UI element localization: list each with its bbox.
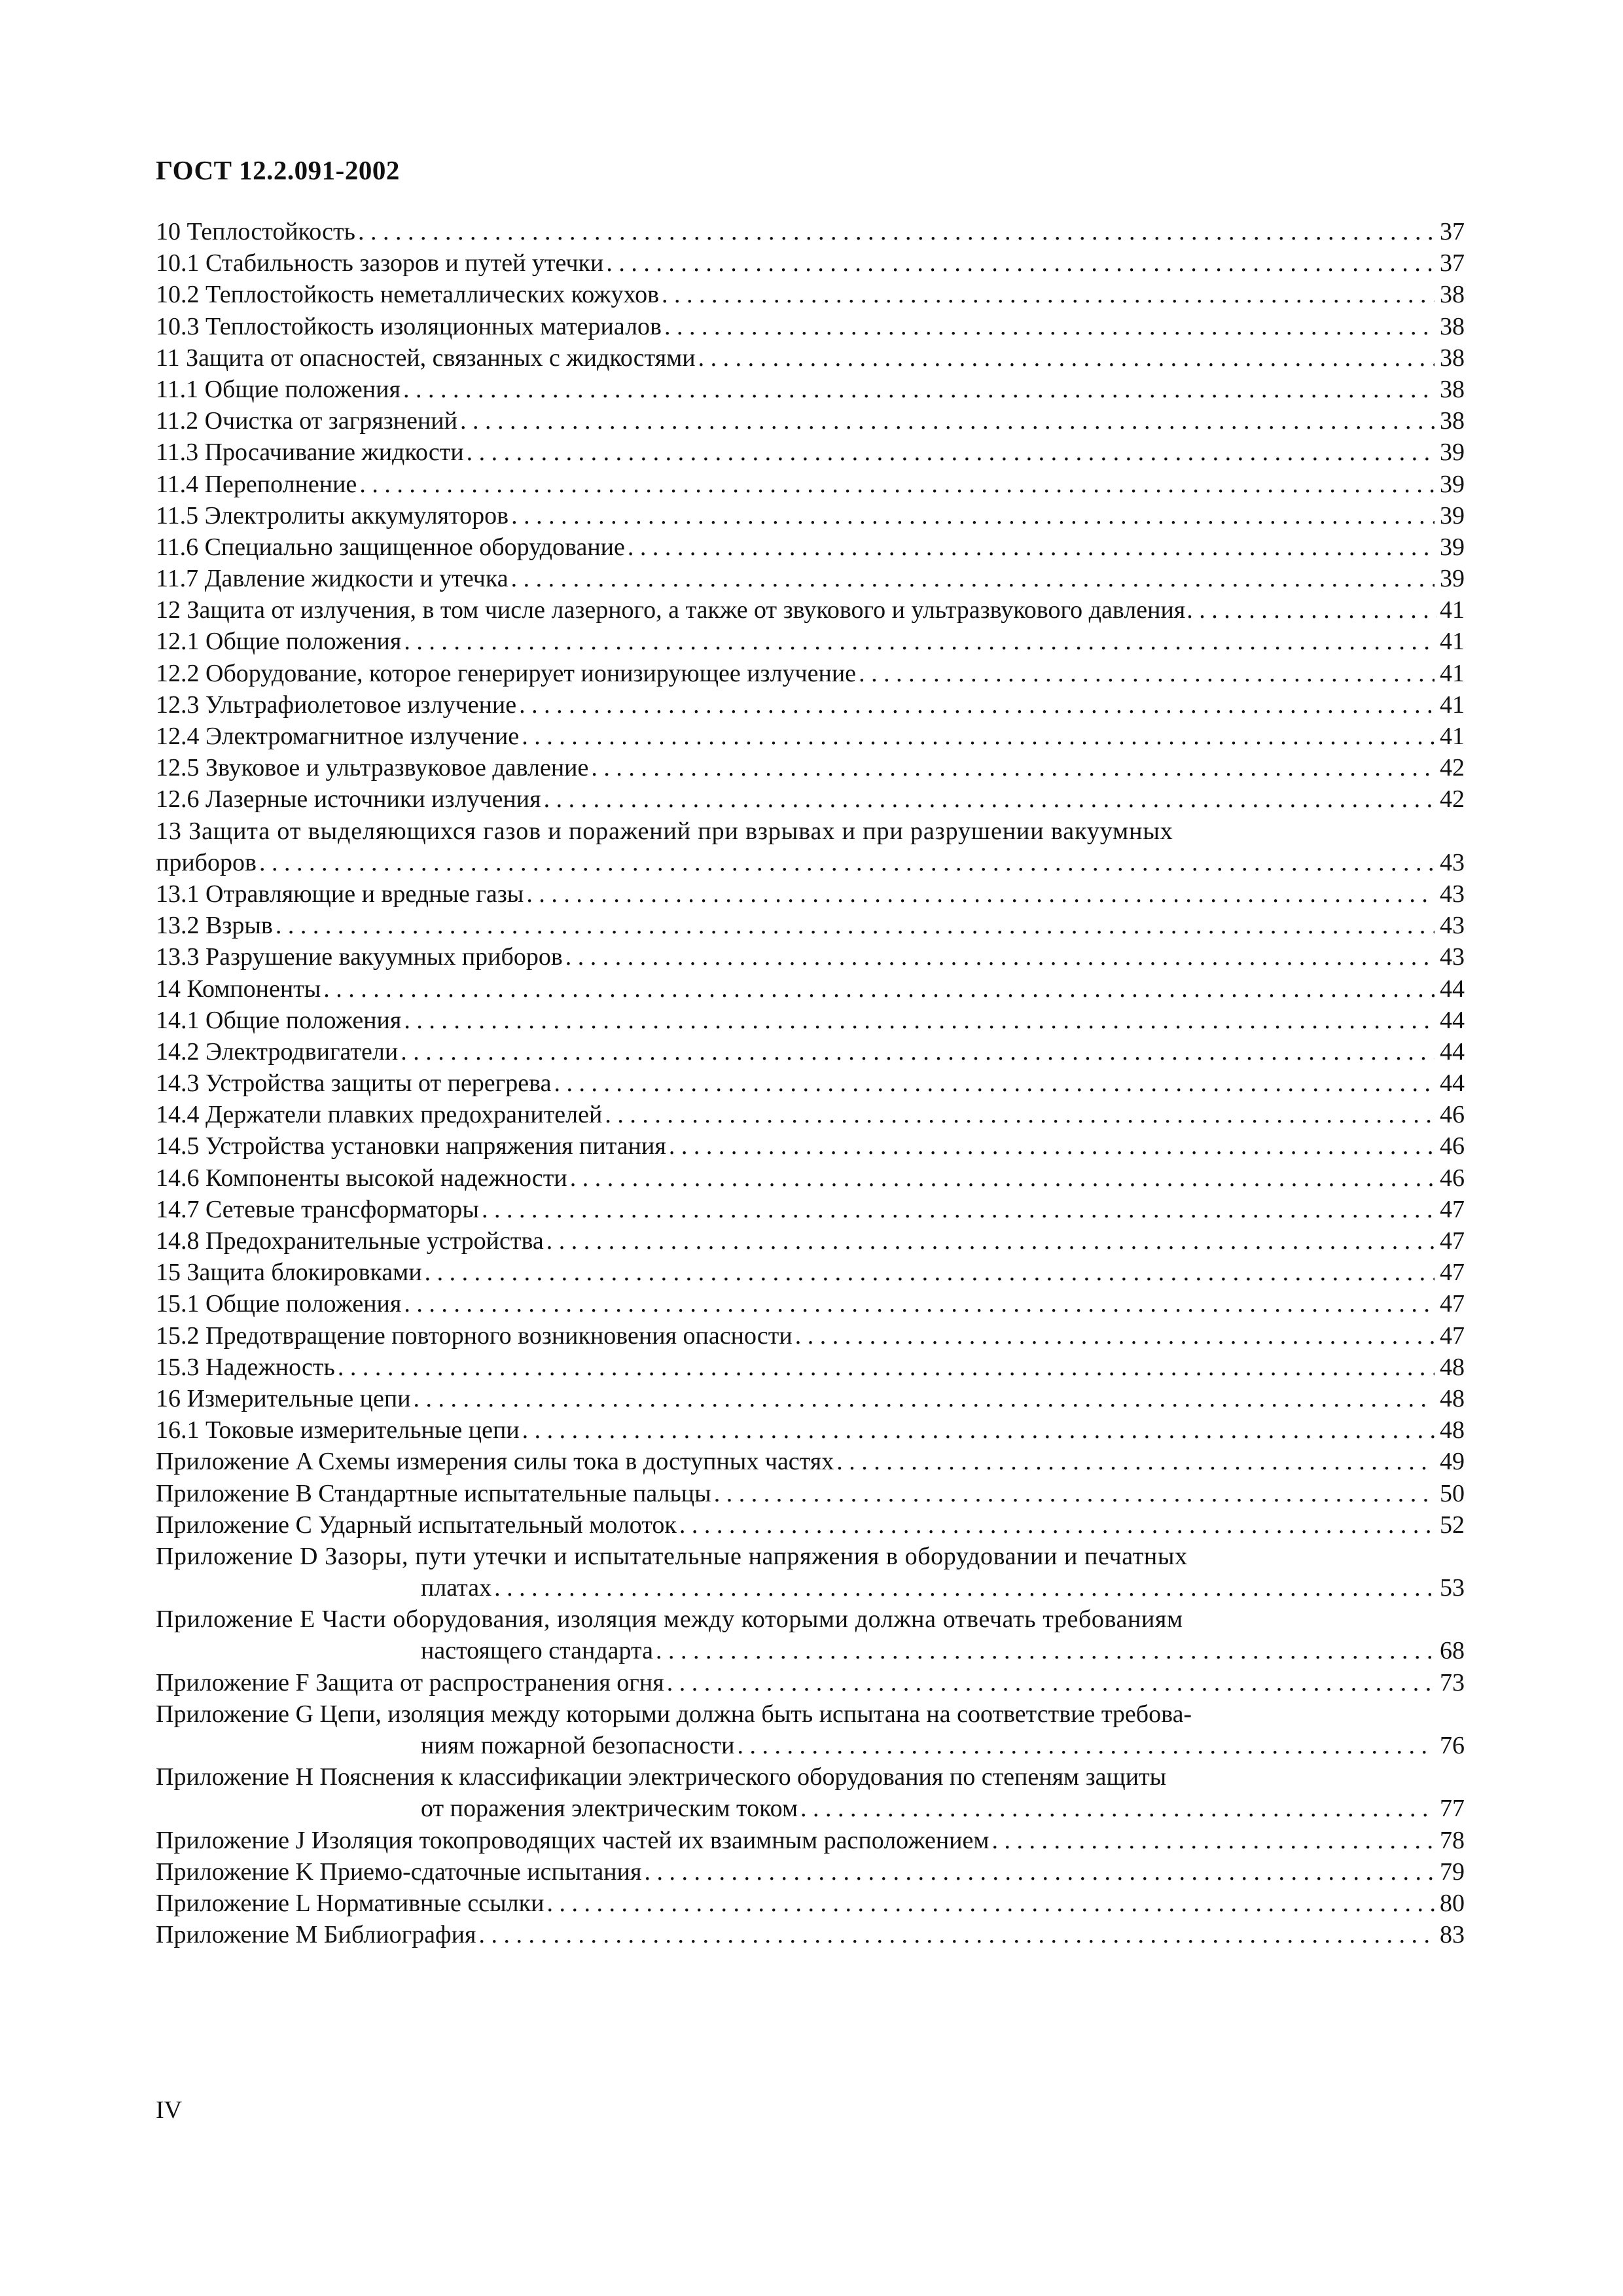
toc-entry-title: Приложение A Схемы измерения силы тока в доступных частях	[156, 1448, 834, 1476]
toc-entry-title: 15.2 Предотвращение повторного возникновения опасности	[156, 1321, 793, 1350]
toc-entry-title: 11.4 Переполнение	[156, 470, 357, 498]
dot-leader	[338, 1352, 1435, 1383]
toc-entry-title-line2: от поражения электрическим током	[421, 1795, 798, 1823]
toc-entry-page: 68	[1440, 1637, 1465, 1665]
page-number: IV	[156, 2096, 183, 2124]
toc-entry-page: 48	[1440, 1416, 1465, 1444]
toc-entry-title: 12.4 Электромагнитное излучение	[156, 723, 520, 750]
toc-entry-page: 41	[1440, 723, 1465, 750]
toc-entry-page: 41	[1440, 659, 1465, 687]
toc-entry-title: Приложение B Стандартные испытательные пальцы	[156, 1479, 711, 1507]
toc-entry-page: 44	[1440, 975, 1465, 1003]
toc-entry-page: 44	[1440, 1069, 1465, 1098]
dot-leader	[664, 311, 1435, 342]
toc-entry[interactable]	[156, 1225, 1465, 1257]
toc-entry[interactable]	[156, 1130, 1465, 1162]
toc-entry-title: 14.3 Устройства защиты от перегрева	[156, 1069, 552, 1098]
toc-entry-page: 49	[1440, 1448, 1465, 1476]
toc-entry-page: 41	[1440, 691, 1465, 719]
toc-entry-page: 46	[1440, 1132, 1465, 1160]
dot-leader	[526, 878, 1435, 910]
toc-entry-page: 37	[1440, 249, 1465, 278]
toc-entry-page: 53	[1440, 1574, 1465, 1602]
toc-entry-page: 76	[1440, 1732, 1465, 1759]
toc-entry-page: 37	[1440, 218, 1465, 245]
dot-leader	[522, 1414, 1435, 1446]
toc-entry-title: Приложение M Библиография	[156, 1921, 476, 1949]
toc-entry[interactable]	[156, 721, 1465, 752]
dot-leader	[836, 1446, 1435, 1477]
toc-entry[interactable]	[156, 878, 1465, 910]
toc-entry-title: 11.1 Общие положения	[156, 375, 401, 403]
toc-entry[interactable]	[156, 973, 1465, 1005]
toc-entry-title: 11.2 Очистка от загрязнений	[156, 407, 457, 435]
dot-leader	[276, 910, 1435, 941]
toc-entry-page: 41	[1440, 628, 1465, 656]
toc-entry[interactable]	[156, 752, 1465, 783]
dot-leader	[606, 247, 1435, 279]
dot-leader	[795, 1320, 1435, 1352]
toc-entry[interactable]	[156, 689, 1465, 721]
dot-leader	[570, 1162, 1435, 1194]
toc-entry-page: 41	[1440, 596, 1465, 624]
toc-entry[interactable]	[156, 405, 1465, 437]
dot-leader	[401, 1036, 1435, 1067]
toc-entry-page: 39	[1440, 470, 1465, 498]
dot-leader	[414, 1383, 1435, 1414]
dot-leader	[544, 783, 1435, 815]
toc-entry-title-line2: ниям пожарной безопасности	[421, 1732, 735, 1759]
toc-entry[interactable]	[156, 594, 1465, 626]
toc-entry-title: 14.1 Общие положения	[156, 1006, 402, 1034]
toc-entry-title: 12.2 Оборудование, которое генерирует ионизирующее излучение	[156, 659, 857, 687]
toc-entry-page: 83	[1440, 1921, 1465, 1949]
toc-entry-page: 77	[1440, 1795, 1465, 1823]
toc-entry-title: 12.5 Звуковое и ультразвуковое давление	[156, 754, 589, 782]
dot-leader	[359, 469, 1435, 500]
dot-leader	[494, 1572, 1435, 1604]
toc-entry-title: 12 Защита от излучения, в том числе лазерного, а также от звукового и ультразвукового давления	[156, 596, 1186, 624]
toc-entry[interactable]	[156, 1825, 1465, 1856]
toc-entry-page: 43	[1440, 943, 1465, 971]
toc-entry-page: 79	[1440, 1857, 1465, 1886]
toc-entry[interactable]	[156, 626, 1465, 657]
dot-leader	[565, 941, 1435, 973]
dot-leader	[591, 752, 1435, 783]
toc-entry[interactable]	[156, 1099, 1465, 1130]
toc-entry-page: 38	[1440, 375, 1465, 403]
toc-entry[interactable]	[156, 1036, 1465, 1067]
toc-entry-title: 13.3 Разрушение вакуумных приборов	[156, 943, 563, 971]
toc-entry-page: 39	[1440, 439, 1465, 467]
toc-entry-title: 12.6 Лазерные источники излучения	[156, 785, 541, 814]
toc-entry-title: 11 Защита от опасностей, связанных с жидкостями	[156, 344, 696, 372]
toc-entry-title-line2: настоящего стандарта	[421, 1637, 653, 1665]
toc-entry-title: 10.3 Теплостойкость изоляционных материалов	[156, 312, 662, 340]
toc-entry-title: 11.3 Просачивание жидкости	[156, 439, 464, 467]
toc-entry[interactable]	[156, 342, 1465, 374]
dot-leader	[554, 1067, 1435, 1099]
toc-entry-page: 38	[1440, 281, 1465, 309]
table-of-contents	[156, 216, 1465, 1950]
toc-entry[interactable]	[156, 563, 1465, 594]
dot-leader	[738, 1730, 1435, 1761]
toc-entry-title: 10.2 Теплостойкость неметаллических кожухов	[156, 281, 660, 309]
toc-entry[interactable]	[156, 1320, 1465, 1352]
toc-entry[interactable]	[156, 1383, 1465, 1414]
toc-entry-title: 14.7 Сетевые трансформаторы	[156, 1195, 479, 1223]
dot-leader	[546, 1225, 1435, 1257]
toc-entry[interactable]	[156, 469, 1465, 500]
dot-leader	[679, 1509, 1435, 1541]
toc-entry-title: 12.1 Общие положения	[156, 628, 402, 656]
dot-leader	[323, 973, 1435, 1005]
toc-entry-title: 13.1 Отравляющие и вредные газы	[156, 880, 524, 908]
toc-entry-page: 38	[1440, 344, 1465, 372]
dot-leader	[478, 1919, 1435, 1950]
toc-entry[interactable]	[156, 1257, 1465, 1288]
toc-entry-page: 47	[1440, 1290, 1465, 1318]
toc-entry-title: 10 Теплостойкость	[156, 218, 355, 245]
dot-leader	[662, 279, 1435, 310]
toc-entry-title-line1: Приложение E Части оборудования, изоляция между которыми должна отвечать требованиям	[156, 1605, 1183, 1634]
toc-entry-page: 48	[1440, 1353, 1465, 1381]
toc-entry-page: 42	[1440, 785, 1465, 814]
toc-entry-page: 46	[1440, 1164, 1465, 1192]
toc-entry-title-line2: приборов	[156, 848, 257, 876]
toc-entry[interactable]	[156, 531, 1465, 563]
toc-entry-page: 43	[1440, 848, 1465, 876]
toc-entry-title: 14.2 Электродвигатели	[156, 1037, 399, 1066]
toc-entry[interactable]	[156, 1761, 1465, 1824]
dot-leader	[605, 1099, 1435, 1130]
toc-entry-page: 80	[1440, 1889, 1465, 1917]
toc-entry[interactable]	[156, 500, 1465, 531]
toc-entry[interactable]	[156, 1604, 1465, 1666]
toc-entry-page: 42	[1440, 754, 1465, 782]
dot-leader	[403, 374, 1435, 405]
toc-entry-title-line2: платах	[421, 1574, 492, 1602]
toc-entry-title: 11.6 Специально защищенное оборудование	[156, 533, 625, 561]
toc-entry-page: 46	[1440, 1101, 1465, 1129]
toc-entry-page: 50	[1440, 1479, 1465, 1507]
toc-entry-title-line1: Приложение G Цепи, изоляция между которыми должна быть испытана на соответствие требова-	[156, 1700, 1192, 1728]
dot-leader	[425, 1257, 1435, 1288]
dot-leader	[358, 216, 1435, 247]
dot-leader	[460, 405, 1435, 437]
toc-entry[interactable]	[156, 1352, 1465, 1383]
toc-entry-page: 38	[1440, 312, 1465, 340]
dot-leader	[800, 1793, 1435, 1824]
toc-entry-title: Приложение C Ударный испытательный молоток	[156, 1511, 677, 1539]
toc-entry-title: 15.1 Общие положения	[156, 1290, 402, 1318]
toc-entry[interactable]	[156, 1478, 1465, 1509]
toc-entry-page: 39	[1440, 501, 1465, 529]
toc-entry-page: 47	[1440, 1227, 1465, 1255]
toc-entry[interactable]	[156, 941, 1465, 973]
toc-entry-title: 11.5 Электролиты аккумуляторов	[156, 501, 509, 529]
dot-leader	[404, 1288, 1435, 1319]
dot-leader	[511, 500, 1435, 531]
toc-entry[interactable]	[156, 658, 1465, 689]
toc-entry[interactable]	[156, 311, 1465, 342]
toc-entry-title: Приложение K Приемо-сдаточные испытания	[156, 1857, 642, 1886]
dot-leader	[511, 563, 1435, 594]
dot-leader	[644, 1856, 1435, 1888]
toc-entry[interactable]	[156, 1162, 1465, 1194]
toc-entry[interactable]	[156, 216, 1465, 247]
toc-entry-page: 47	[1440, 1321, 1465, 1350]
toc-entry[interactable]	[156, 1698, 1465, 1761]
toc-entry[interactable]	[156, 1541, 1465, 1604]
toc-entry-page: 39	[1440, 565, 1465, 593]
toc-entry-page: 44	[1440, 1037, 1465, 1066]
toc-entry[interactable]	[156, 1919, 1465, 1950]
dot-leader	[546, 1888, 1435, 1919]
toc-entry[interactable]	[156, 1856, 1465, 1888]
toc-entry-page: 38	[1440, 407, 1465, 435]
dot-leader	[259, 847, 1435, 878]
toc-entry-page: 48	[1440, 1384, 1465, 1412]
toc-entry-page: 39	[1440, 533, 1465, 561]
toc-entry[interactable]	[156, 374, 1465, 405]
toc-entry-title: 14.8 Предохранительные устройства	[156, 1227, 544, 1255]
toc-entry[interactable]	[156, 910, 1465, 941]
toc-entry-page: 47	[1440, 1195, 1465, 1223]
dot-leader	[467, 437, 1435, 468]
toc-entry-title: 15 Защита блокировками	[156, 1259, 422, 1287]
dot-leader	[667, 1667, 1435, 1698]
toc-entry-title: 15.3 Надежность	[156, 1353, 335, 1381]
toc-entry[interactable]	[156, 1888, 1465, 1919]
toc-entry-page: 43	[1440, 912, 1465, 940]
toc-entry-title: 16 Измерительные цепи	[156, 1384, 411, 1412]
dot-leader	[669, 1130, 1435, 1162]
toc-entry-page: 73	[1440, 1668, 1465, 1696]
toc-entry-title: 14.4 Держатели плавких предохранителей	[156, 1101, 603, 1129]
toc-entry[interactable]	[156, 1509, 1465, 1541]
dot-leader	[656, 1635, 1435, 1666]
dot-leader	[482, 1194, 1435, 1225]
toc-entry-page: 78	[1440, 1826, 1465, 1854]
toc-entry[interactable]	[156, 1067, 1465, 1099]
toc-entry-title: 14.6 Компоненты высокой надежности	[156, 1164, 567, 1192]
dot-leader	[404, 1005, 1435, 1036]
toc-entry-title: Приложение F Защита от распространения огня	[156, 1668, 664, 1696]
dot-leader	[1186, 594, 1437, 626]
toc-entry-title: 13.2 Взрыв	[156, 912, 273, 940]
toc-entry[interactable]	[156, 1288, 1465, 1319]
dot-leader	[991, 1825, 1435, 1856]
toc-entry[interactable]	[156, 1005, 1465, 1036]
toc-entry[interactable]	[156, 437, 1465, 468]
toc-entry-title: 14.5 Устройства установки напряжения питания	[156, 1132, 666, 1160]
toc-entry-title: 14 Компоненты	[156, 975, 321, 1003]
toc-entry-title: 12.3 Ультрафиолетовое излучение	[156, 691, 517, 719]
toc-entry[interactable]	[156, 1667, 1465, 1698]
dot-leader	[714, 1478, 1435, 1509]
toc-entry[interactable]	[156, 1194, 1465, 1225]
toc-entry-title: Приложение L Нормативные ссылки	[156, 1889, 544, 1917]
toc-entry-page: 44	[1440, 1006, 1465, 1034]
toc-entry[interactable]	[156, 1414, 1465, 1446]
toc-entry-title: 11.7 Давление жидкости и утечка	[156, 565, 508, 593]
toc-entry-page: 52	[1440, 1511, 1465, 1539]
dot-leader	[522, 721, 1435, 752]
dot-leader	[698, 342, 1435, 374]
toc-entry-title: 10.1 Стабильность зазоров и путей утечки	[156, 249, 604, 278]
dot-leader	[628, 531, 1435, 563]
toc-entry-title: 16.1 Токовые измерительные цепи	[156, 1416, 520, 1444]
dot-leader	[859, 658, 1435, 689]
toc-entry[interactable]	[156, 783, 1465, 815]
toc-entry-title: Приложение J Изоляция токопроводящих частей их взаимным расположением	[156, 1826, 990, 1854]
toc-entry[interactable]	[156, 816, 1465, 878]
dot-leader	[519, 689, 1435, 721]
toc-entry-title-line1: 13 Защита от выделяющихся газов и поражений при взрывах и при разрушении вакуумных	[156, 817, 1173, 845]
toc-entry-title-line1: Приложение H Пояснения к классификации электрического оборудования по степеням защиты	[156, 1763, 1167, 1791]
dot-leader	[404, 626, 1435, 657]
toc-entry[interactable]	[156, 279, 1465, 310]
toc-entry-title-line1: Приложение D Зазоры, пути утечки и испытательные напряжения в оборудовании и печатных	[156, 1542, 1188, 1570]
toc-entry[interactable]	[156, 1446, 1465, 1477]
toc-entry[interactable]	[156, 247, 1465, 279]
toc-entry-page: 43	[1440, 880, 1465, 908]
toc-entry-page: 47	[1440, 1259, 1465, 1287]
document-header: ГОСТ 12.2.091-2002	[156, 155, 400, 185]
